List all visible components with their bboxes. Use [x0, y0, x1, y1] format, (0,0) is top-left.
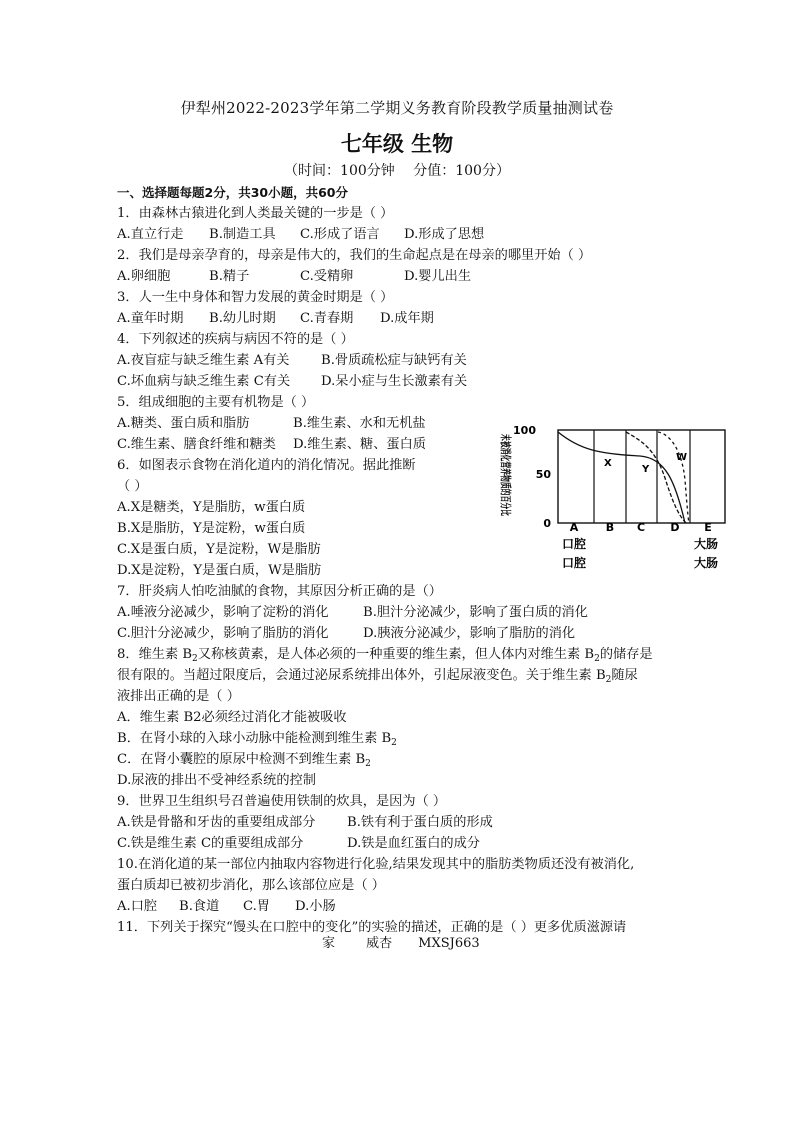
x-tick-e: E	[704, 521, 712, 534]
q7-options-cd	[117, 623, 697, 644]
q7-option-b: B.胆汁分泌减少，影响了蛋白质的消化	[363, 605, 588, 620]
q9-option-b: B.铁有利于蛋白质的形成	[347, 815, 493, 830]
q5-stem: 5．组成细胞的主要有机物是（ ）	[117, 395, 315, 410]
q8-option-b-line	[117, 728, 697, 749]
q1-stem: 1．由森林古猿进化到人类最关键的一步是（ ）	[117, 206, 394, 221]
curve-label-y: Y	[642, 464, 650, 475]
q3-option-a: A.童年时期	[117, 311, 184, 326]
q8-option-b: B．在肾小球的入球小动脉中能检测到维生素 B	[117, 731, 392, 746]
q2-option-a: A.卵细胞	[117, 269, 171, 284]
x-tick-b: B	[605, 521, 615, 534]
q8-option-c-line	[117, 749, 697, 770]
q10-options	[117, 896, 697, 917]
q9-options-cd	[117, 833, 697, 854]
y-tick-0: 0	[543, 517, 551, 530]
q8-stem-part3: 的储存是	[599, 647, 653, 662]
q2-option-d: D.婴儿出生	[404, 269, 472, 284]
q10-option-a: A.口腔	[117, 899, 158, 914]
q5-option-c: C.维生素、膳食纤维和糖类	[117, 437, 276, 452]
q3-option-b: B.幼儿时期	[209, 311, 276, 326]
q7-option-c: C.胆汁分泌减少，影响了脂肪的消化	[117, 626, 329, 641]
q9-option-a: A.铁是骨骼和牙齿的重要组成部分	[117, 815, 316, 830]
q8-subscript: 2	[391, 738, 397, 748]
q2-option-c: C.受精卵	[300, 269, 354, 284]
q8-option-a: A．维生素 B2必须经过消化才能被吸收	[117, 710, 347, 725]
q7-options-ab	[117, 602, 697, 623]
q4-option-b: B.骨质疏松症与缺钙有关	[321, 353, 467, 368]
q4-option-a: A.夜盲症与缺乏维生素 A有关	[117, 353, 290, 368]
curve-x	[558, 432, 688, 523]
q8-option-c: C．在肾小囊腔的原尿中检测不到维生素 B	[117, 752, 366, 767]
label-colon-2: 大肠	[694, 556, 719, 570]
q6-option-a: A.X是糖类，Y是脂肪，w蛋白质	[117, 500, 306, 515]
q10-stem-line1: 10.在消化道的某一部位内抽取内容物进行化验,结果发现其中的脂肪类物质还没有被消化,	[117, 857, 635, 872]
q4-option-c: C.坏血病与缺乏维生素 C有关	[117, 374, 291, 389]
q7-option-a: A.唾液分泌减少，影响了淀粉的消化	[117, 605, 329, 620]
q8-stem-part4: 很有限的。当超过限度后，会通过泌尿系统排出体外，引起尿液变色。关于维生素 B	[117, 668, 606, 683]
q4-option-d: D.呆小症与生长激素有关	[321, 374, 468, 389]
q1-option-b: B.制造工具	[209, 227, 276, 242]
q9-option-d: D.铁是血红蛋白的成分	[347, 836, 480, 851]
q8-subscript: 2	[594, 654, 600, 664]
subject-title: 七年级 生物	[340, 132, 454, 156]
q8-stem-part5: 随尿	[611, 668, 638, 683]
q7-option-d: D.胰液分泌减少，影响了脂肪的消化	[363, 626, 576, 641]
q9-options-ab	[117, 812, 697, 833]
x-tick-c: C	[636, 521, 646, 534]
q6-option-b: B.X是脂肪，Y是淀粉，w蛋白质	[117, 521, 306, 536]
q8-subscript: 2	[365, 759, 371, 769]
q5-option-d: D.维生素、糖、蛋白质	[293, 437, 426, 452]
label-colon-1: 大肠	[694, 537, 719, 551]
q3-stem: 3．人一生中身体和智力发展的黄金时期是（ ）	[117, 290, 394, 305]
q2-options	[117, 266, 697, 287]
label-mouth-1: 口腔	[562, 537, 587, 551]
y-tick-50: 50	[535, 468, 551, 481]
q10-option-c: C.胃	[243, 899, 270, 914]
q1-options	[117, 224, 697, 245]
q7-stem: 7．肝炎病人怕吃油腻的食物，其原因分析正确的是（）	[117, 584, 442, 599]
q11-stem: 11．下列关于探究“馒头在口腔中的变化”的实验的描述，正确的是（ ）更多优质滋源请	[117, 920, 627, 935]
q3-option-d: D.成年期	[380, 311, 434, 326]
q4-options-ab	[117, 350, 697, 371]
curve-label-x: X	[604, 458, 612, 469]
q8-subscript: 2	[605, 675, 612, 685]
q2-option-b: B.精子	[209, 269, 250, 284]
q8-stem-line1	[117, 644, 697, 665]
q5-option-a: A.糖类、蛋白质和脂肪	[117, 416, 250, 431]
q8-stem-part2: 又称核黄素，是人体必须的一种重要的维生素，但人体内对维生素 B	[197, 647, 595, 662]
q6-option-c: C.X是蛋白质，Y是淀粉，W是脂肪	[117, 542, 321, 557]
exam-title: 伊犁州2022-2023学年第二学期义务教育阶段教学质量抽测试卷	[180, 99, 614, 117]
exam-meta: （时间：100分钟 分值：100分）	[284, 163, 510, 179]
q8-subscript: 2	[192, 654, 198, 664]
q1-option-c: C.形成了语言	[300, 227, 380, 242]
q4-options-cd	[117, 371, 697, 392]
chart-frame	[558, 430, 725, 523]
q6-stem: 6．如图表示食物在消化道内的消化情况。据此推断	[117, 458, 416, 473]
x-tick-d: D	[670, 521, 680, 534]
x-tick-a: A	[569, 521, 579, 534]
q8-stem-part1: 8．维生素 B	[117, 647, 193, 662]
q3-option-c: C.青春期	[300, 311, 354, 326]
q6-option-d: D.X是淀粉，Y是蛋白质，W是脂肪	[117, 563, 322, 578]
q4-stem: 4．下列叙述的疾病与病因不符的是（ ）	[117, 332, 354, 347]
q1-option-a: A.直立行走	[117, 227, 184, 242]
label-mouth-2: 口腔	[562, 556, 587, 570]
q10-stem-line2: 蛋白质却已被初步消化，那么该部位应是（ ）	[117, 878, 385, 893]
q3-options	[117, 308, 697, 329]
curve-y	[626, 432, 686, 523]
q10-option-b: B.食道	[179, 899, 220, 914]
q8-option-d: D.尿液的排出不受神经系统的控制	[117, 773, 316, 788]
y-tick-100: 100	[513, 424, 536, 437]
curve-label-w: W	[676, 452, 688, 463]
q5-option-b: B.维生素、水和无机盐	[293, 416, 426, 431]
figure-ylabel: 未被消化营养物质的百分比	[499, 434, 512, 566]
footer-text: 家 威杏 MXSJ663	[322, 936, 480, 951]
q10-option-d: D.小肠	[295, 899, 336, 914]
section-heading: 一、选择题每题2分，共30小题，共60分	[117, 185, 348, 200]
q6-stem-bracket: （ ）	[117, 479, 148, 494]
q8-stem-line2	[117, 665, 697, 686]
q2-stem: 2．我们是母亲孕育的，母亲是伟大的，我们的生命起点是在母亲的哪里开始（ ）	[117, 248, 592, 263]
q8-stem-line3: 液排出正确的是（ ）	[117, 689, 240, 704]
q9-stem: 9．世界卫生组织号召普遍使用铁制的炊具，是因为（ ）	[117, 794, 447, 809]
q1-option-d: D.形成了思想	[404, 227, 485, 242]
q9-option-c: C.铁是维生素 C的重要组成部分	[117, 836, 304, 851]
curve-w	[658, 432, 689, 523]
digestion-figure	[490, 420, 735, 572]
